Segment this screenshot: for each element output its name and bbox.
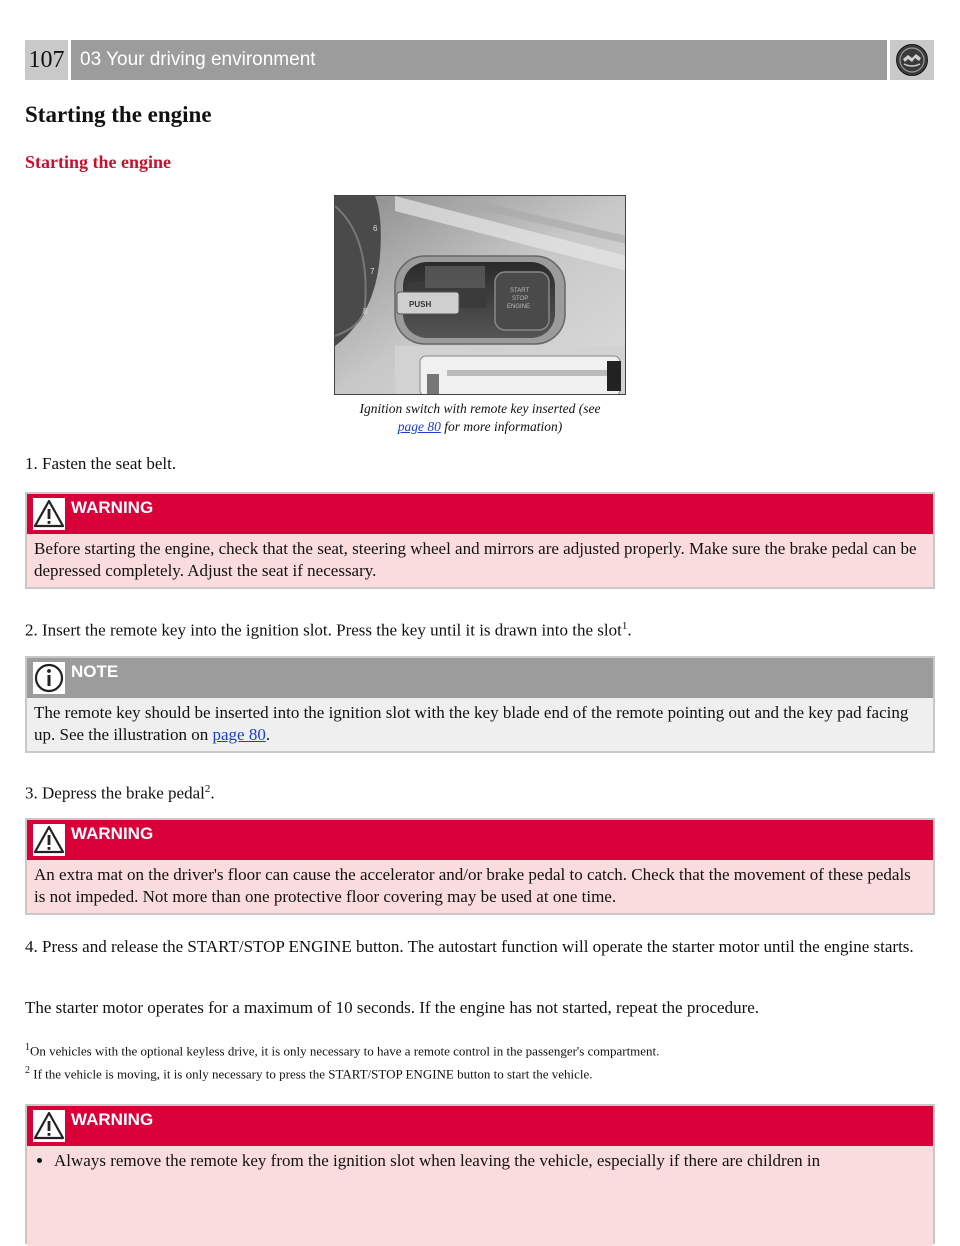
- warning-label-3: WARNING: [71, 1110, 154, 1129]
- warning-header-3: [27, 1106, 933, 1146]
- page-title: Starting the engine: [25, 102, 212, 127]
- caption-text: Ignition switch with remote key inserted (see: [359, 401, 601, 416]
- warning-box-1: [25, 492, 935, 589]
- footnote-2-num: 2: [25, 1065, 30, 1076]
- page-number: 107: [25, 40, 71, 80]
- step-4: 4. Press and release the START/STOP ENGINE button. The autostart function will operate the starter motor until the engine starts.: [25, 937, 914, 956]
- page-header: [25, 40, 934, 80]
- ignition-switch-illustration: [334, 195, 626, 395]
- footnote-ref-2: 2: [204, 783, 211, 795]
- note-page-link[interactable]: page 80: [212, 725, 266, 744]
- note-body: The remote key should be inserted into the ignition slot with the key blade end of the remote pointing out and the key pad facing up. See the illustration on: [34, 703, 909, 744]
- step-1: 1. Fasten the seat belt.: [25, 454, 177, 473]
- volvo-logo-icon: [895, 43, 929, 77]
- footnote-ref-1: 1: [621, 620, 628, 632]
- ignition-switch-drawing: [335, 196, 626, 395]
- engine-label: ENGINE: [507, 304, 531, 310]
- note-box: [25, 656, 935, 753]
- warning-text-1: Before starting the engine, check that the seat, steering wheel and mirrors are adjusted properly. Make sure the brake pedal can be depressed completely. Adjust the seat if necessary.: [27, 534, 933, 587]
- gauge-number-7: 7: [370, 267, 375, 276]
- warning-triangle-icon: [33, 824, 65, 856]
- warning-text-2: An extra mat on the driver's floor can cause the accelerator and/or brake pedal to catch. Check that the movement of these pedals is not impeded. Not more than one protective floor covering may be used at one time.: [27, 860, 933, 913]
- caption-tail: for more information): [444, 419, 563, 434]
- step-3-text: 3. Depress the brake pedal: [25, 783, 205, 803]
- section-subtitle: Starting the engine: [25, 152, 171, 172]
- warning-body-3: [27, 1146, 933, 1246]
- caption-page-link[interactable]: page 80: [397, 419, 441, 434]
- step-2: [25, 615, 935, 642]
- warning-triangle-icon: [33, 498, 65, 530]
- note-text: [27, 698, 933, 751]
- note-label: NOTE: [71, 662, 119, 681]
- start-label: START: [510, 288, 530, 294]
- footnote-1: [25, 1039, 935, 1060]
- warning-box-2: [25, 818, 935, 915]
- stop-label: STOP: [512, 296, 529, 302]
- step-2-text: 2. Insert the remote key into the ignition slot. Press the key until it is drawn into the slot: [25, 620, 622, 640]
- logo-container: [887, 40, 934, 80]
- warning-box-3: [25, 1104, 935, 1244]
- figure-caption: [310, 400, 650, 436]
- info-icon: [33, 662, 65, 694]
- footnote-1-num: 1: [25, 1042, 30, 1053]
- gauge-number-6: 6: [373, 224, 378, 233]
- step-3: [25, 778, 935, 805]
- step-3-end: .: [210, 783, 215, 803]
- warning-3-bullet-1: • Always remove the remote key from the ignition slot when leaving the vehicle, especially if there are children in: [54, 1150, 926, 1172]
- warning-label-2: WARNING: [71, 824, 154, 843]
- note-end: .: [265, 725, 271, 744]
- chapter-title: 03 Your driving environment: [80, 49, 316, 70]
- warning-triangle-icon: [33, 1110, 65, 1142]
- push-label: PUSH: [409, 300, 432, 309]
- warning-label-1: WARNING: [71, 498, 154, 517]
- footnote-2: [25, 1062, 935, 1083]
- warning-header-2: [27, 820, 933, 860]
- warning-header-1: [27, 494, 933, 534]
- footnote-2-text: If the vehicle is moving, it is only necessary to press the START/STOP ENGINE button to start the vehicle.: [30, 1066, 593, 1082]
- step-2-end: .: [627, 620, 632, 640]
- warning-3-list: [34, 1150, 926, 1172]
- step-5: The starter motor operates for a maximum of 10 seconds. If the engine has not started, repeat the procedure.: [25, 998, 760, 1017]
- note-header: [27, 658, 933, 698]
- gauge-number-8: 8: [363, 307, 368, 316]
- footnote-1-text: On vehicles with the optional keyless drive, it is only necessary to have a remote control in the passenger's compartment.: [30, 1043, 660, 1059]
